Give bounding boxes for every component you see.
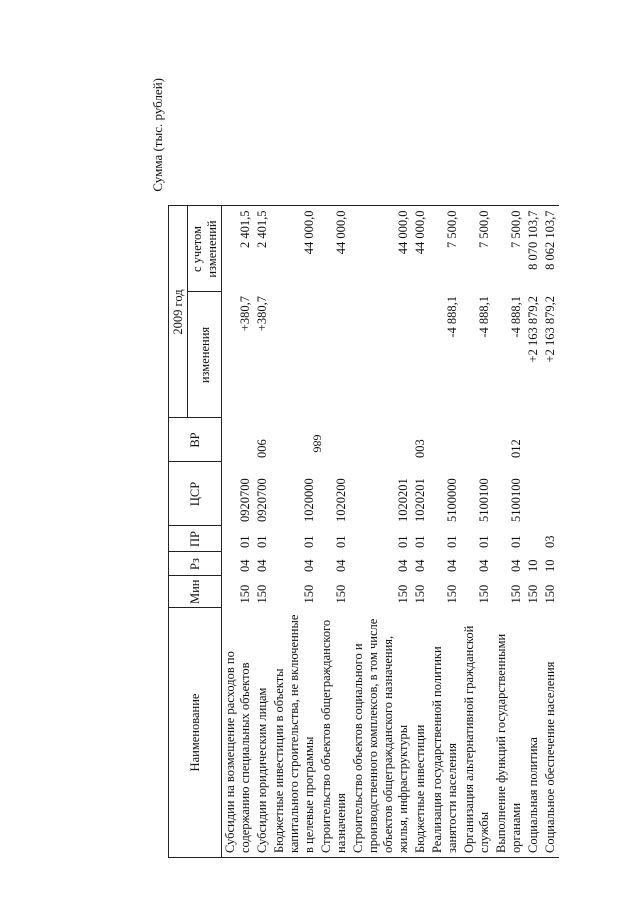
row-min: 150 [396, 584, 411, 604]
row-csr [525, 462, 542, 526]
row-name: Строительство объектов социального и производственного комплексов, в том числе объектов общегражданского назначения, жилья, инфраструктуры [350, 608, 412, 858]
row-change: +2 163 879,2 [543, 296, 558, 363]
row-change: +380,7 [255, 296, 270, 332]
row-pr: 01 [334, 535, 349, 548]
row-total: 44 000,0 [318, 206, 350, 292]
table-row [271, 206, 318, 858]
row-min: 150 [302, 584, 317, 604]
row-pr: 01 [396, 535, 411, 548]
row-min: 150 [255, 584, 270, 604]
row-min: 150 [334, 584, 349, 604]
row-change: +380,7 [238, 296, 253, 332]
header-vr: ВР [169, 418, 222, 462]
row-min: 150 [238, 584, 253, 604]
row-min: 150 [413, 584, 428, 604]
row-vr [271, 418, 318, 462]
header-pr: ПР [169, 526, 222, 552]
row-name: Социальная политика [525, 608, 542, 858]
row-pr: 01 [238, 535, 253, 548]
row-csr [542, 462, 559, 526]
header-min: Мин [169, 576, 222, 608]
row-vr [461, 418, 493, 462]
table-row [350, 206, 412, 858]
row-min: 150 [445, 584, 460, 604]
row-csr: 5100100 [477, 478, 492, 522]
row-total: 7 500,0 [493, 206, 525, 292]
row-rz: 04 [509, 559, 524, 572]
row-csr: 5100100 [509, 478, 524, 522]
page-number: 686 [310, 434, 325, 453]
row-name: Социальное обеспечение населения [542, 608, 559, 858]
row-rz: 04 [477, 559, 492, 572]
table-body [222, 206, 560, 858]
row-csr: 0920700 [255, 478, 270, 522]
row-min: 150 [509, 584, 524, 604]
row-csr: 0920700 [238, 478, 253, 522]
row-name: Организация альтернативной гражданской службы [461, 608, 493, 858]
row-change: -4 888,1 [477, 296, 492, 338]
row-pr: 01 [477, 535, 492, 548]
row-change: +2 163 879,2 [526, 296, 541, 363]
header-year: 2009 год [169, 206, 188, 418]
header-row-1 [169, 206, 188, 858]
row-pr [525, 526, 542, 552]
row-pr: 01 [255, 535, 270, 548]
row-vr: 003 [413, 439, 428, 458]
row-name: Бюджетные инвестиции в объекты капитального строительства, не включенные в целевые программы [271, 608, 318, 858]
table-row [222, 206, 255, 858]
row-vr: 006 [255, 439, 270, 458]
row-name: Реализация государственной политики занятости населения [429, 608, 461, 858]
row-vr [222, 418, 255, 462]
header-csr: ЦСР [169, 462, 222, 526]
row-min: 150 [526, 584, 541, 604]
header-changes: изменения [188, 292, 222, 418]
row-change [271, 292, 318, 418]
row-pr: 01 [509, 535, 524, 548]
row-rz: 10 [543, 559, 558, 572]
table-row [542, 206, 559, 858]
row-vr [350, 418, 412, 462]
table-row [318, 206, 350, 858]
row-csr: 1020200 [334, 478, 349, 522]
header-rz: Рз [169, 552, 222, 576]
row-csr: 1020201 [396, 478, 411, 522]
row-name: Субсидии на возмещение расходов по содержанию специальных объектов [222, 608, 255, 858]
row-rz: 10 [526, 559, 541, 572]
row-total: 44 000,0 [412, 206, 429, 292]
table-row [493, 206, 525, 858]
row-total: 8 062 103,7 [542, 206, 559, 292]
row-total: 44 000,0 [271, 206, 318, 292]
row-name: Строительство объектов общегражданского назначения [318, 608, 350, 858]
row-rz: 04 [255, 559, 270, 572]
row-csr: 1020201 [413, 478, 428, 522]
row-rz: 04 [396, 559, 411, 572]
row-csr: 5100000 [445, 478, 460, 522]
row-pr: 01 [413, 535, 428, 548]
row-vr [525, 418, 542, 462]
row-min: 150 [543, 584, 558, 604]
row-rz: 04 [445, 559, 460, 572]
row-vr [429, 418, 461, 462]
table-row [525, 206, 542, 858]
row-csr: 1020000 [302, 478, 317, 522]
row-pr: 01 [445, 535, 460, 548]
rotated-content [150, 78, 560, 858]
row-name: Бюджетные инвестиции [412, 608, 429, 858]
header-name: Наименование [169, 608, 222, 858]
row-pr: 03 [543, 535, 558, 548]
row-change [412, 292, 429, 418]
row-name: Выполнение функций государственными органами [493, 608, 525, 858]
row-vr: 012 [509, 439, 524, 458]
row-rz: 04 [238, 559, 253, 572]
row-total: 2 401,5 [222, 206, 255, 292]
header-with-changes: с учетом изменений [188, 206, 222, 292]
row-rz: 04 [302, 559, 317, 572]
row-total: 44 000,0 [350, 206, 412, 292]
row-change [350, 292, 412, 418]
row-change: -4 888,1 [509, 296, 524, 338]
budget-table [168, 206, 559, 859]
table-row [412, 206, 429, 858]
row-total: 2 401,5 [254, 206, 271, 292]
row-vr [318, 418, 350, 462]
units-label: Сумма (тыс. рублей) [150, 78, 165, 192]
row-total: 8 070 103,7 [525, 206, 542, 292]
row-vr [542, 418, 559, 462]
row-pr: 01 [302, 535, 317, 548]
row-name: Субсидии юридическим лицам [254, 608, 271, 858]
row-rz: 04 [413, 559, 428, 572]
row-total: 7 500,0 [429, 206, 461, 292]
table-row [254, 206, 271, 858]
row-rz: 04 [334, 559, 349, 572]
table-row [429, 206, 461, 858]
row-min: 150 [477, 584, 492, 604]
row-total: 7 500,0 [461, 206, 493, 292]
row-change [318, 292, 350, 418]
row-change: -4 888,1 [445, 296, 460, 338]
table-row [461, 206, 493, 858]
